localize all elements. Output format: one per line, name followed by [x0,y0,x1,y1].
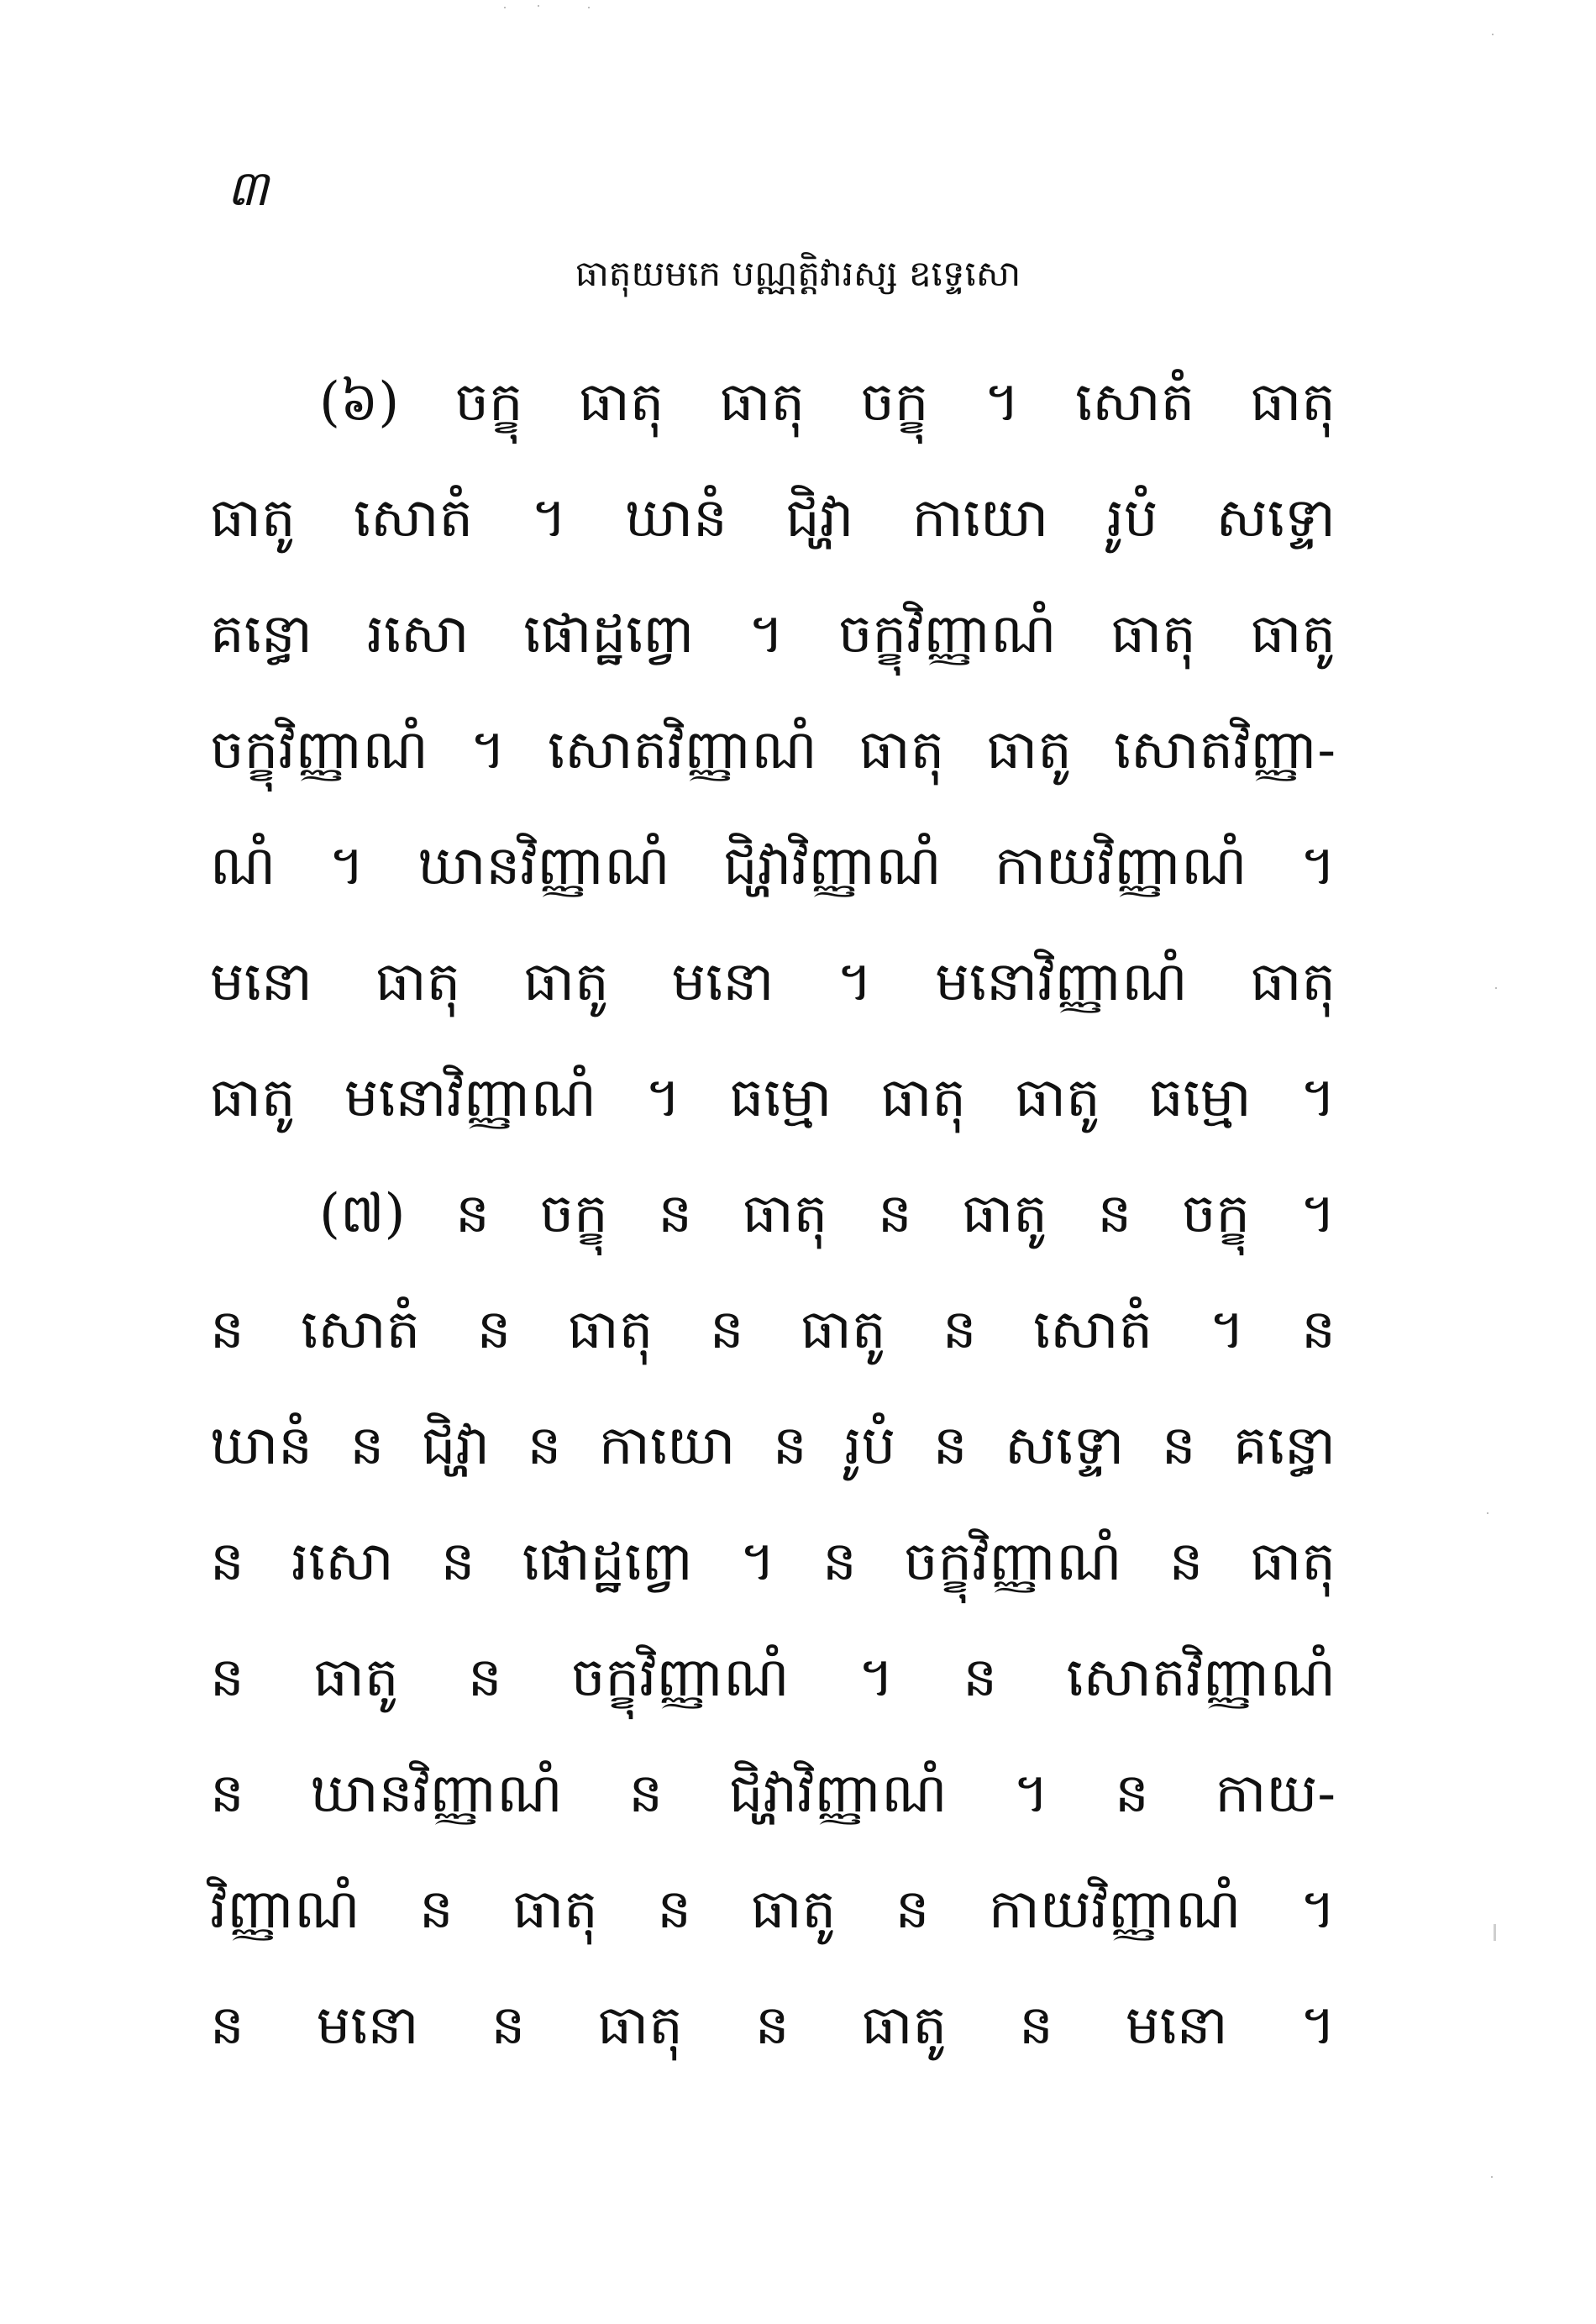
word: ធាតុ [375,951,461,1013]
word: ន [440,1531,475,1593]
word: ផោដ្ឋព្វោ [523,603,695,665]
word: សោតំ [301,1299,421,1361]
page-number: ៣ [227,160,269,217]
word: ន [877,1183,912,1245]
word: ន [349,1415,385,1477]
word: ចក្ខុវិញ្ញាណំ [570,1647,790,1709]
word: ធាតូ [210,1067,296,1129]
word: ធាតូ [312,1647,399,1709]
word: រូបំ [1106,487,1158,549]
word: កាយវិញ្ញាណំ [988,1879,1242,1941]
word: ន [963,1647,998,1709]
word: សទ្ទោ [1005,1415,1125,1477]
word: ន [491,1995,526,2057]
word: ។ [1209,1299,1245,1361]
word: ធាតូ [986,719,1072,781]
word: ធាតុ [597,1995,683,2057]
word: មនោវិញ្ញាណំ [935,951,1188,1013]
word: ធាតូ [1015,1067,1100,1129]
word: ន [419,1879,454,1941]
scan-speck [504,7,506,8]
word: ធាតុ [1110,603,1196,665]
word: ធាតូ [1250,603,1336,665]
word: ។ [1299,1067,1336,1129]
text-line [210,1504,1336,1620]
word: ធាតុ [858,719,945,781]
word: ន [773,1415,807,1477]
word: ន [210,1531,244,1593]
word: កាយវិញ្ញាណំ [995,835,1247,897]
word: ធាតូ [861,1995,948,2057]
word: សោតវិញ្ញា- [1113,719,1336,781]
word: ធាតុ [742,1183,828,1245]
scan-speck [538,5,539,7]
word: ។ [1299,835,1336,897]
text-line [210,1968,1336,2084]
word: ។ [531,487,567,549]
word: ន [822,1531,857,1593]
word: ធាតូ [210,487,296,549]
word: ន [658,1183,692,1245]
word: ន [1097,1183,1132,1245]
text-line [210,1852,1336,1968]
text-line [210,1156,1336,1272]
word: (៧) [319,1183,406,1245]
word: ន [210,1647,244,1709]
word: មនោ [316,1995,419,2057]
word: ។ [328,835,365,897]
word: (៦) [319,371,400,434]
scan-speck [1492,34,1494,35]
text-line [210,344,1336,460]
word: ចក្ខុវិញ្ញាណំ [210,719,428,781]
word: ឃានវិញ្ញាណំ [417,835,670,897]
word: ជិវ្ហាវិញ្ញាណំ [728,1763,948,1825]
word: ។ [470,719,506,781]
word: ធាតូ [800,1299,886,1361]
word: ណំ [210,835,276,897]
word: ន [709,1299,744,1361]
word: កាយោ [598,1415,736,1477]
word: ឃានំ [210,1415,312,1477]
word: ន [467,1647,502,1709]
word: ។ [837,951,873,1013]
scan-speck [1495,987,1497,989]
text-line [210,692,1336,808]
text-line [210,460,1336,576]
word: កាយោ [911,487,1049,549]
word: ន [455,1183,490,1245]
word: ន [1168,1531,1204,1593]
word: ។ [1299,1995,1336,2057]
word: មនោវិញ្ញាណំ [344,1067,596,1129]
word: សទ្ទោ [1215,487,1336,549]
scan-speck [588,7,590,8]
text-line [210,924,1336,1040]
word: កាយ- [1215,1763,1336,1825]
word: ។ [858,1647,895,1709]
word: រសោ [291,1531,394,1593]
text-line [210,808,1336,924]
word: ន [628,1763,664,1825]
word: ធាតូ [750,1879,837,1941]
word: ធាតុ [1250,371,1336,434]
word: ន [1301,1299,1336,1361]
word: សោតំ [1032,1299,1153,1361]
word: ចក្ខុ [860,371,929,434]
word: ន [1161,1415,1196,1477]
word: ធម្មោ [1148,1067,1252,1129]
word: ធាតុ [1250,951,1336,1013]
word: សោតវិញ្ញាណំ [547,719,817,781]
body-text [210,344,1336,2084]
word: ធាតូ [523,951,609,1013]
word: ធាតុ [578,371,664,434]
word: ធាតុ [1250,1531,1336,1593]
text-line [210,1736,1336,1852]
word: ជិវ្ហាវិញ្ញាណំ [722,835,942,897]
word: ឃានវិញ្ញាណំ [310,1763,563,1825]
word: ន [1019,1995,1053,2057]
word: ន [754,1995,790,2057]
word: ចក្ខុវិញ្ញាណំ [903,1531,1122,1593]
word: ធាតូ [962,1183,1047,1245]
word: ន [1115,1763,1149,1825]
word: ។ [984,371,1020,434]
text-line [210,1620,1336,1736]
word: ចក្ខុ [539,1183,608,1245]
word: ន [932,1415,968,1477]
word: ន [476,1299,512,1361]
word: ចក្ខុ [454,371,523,434]
word: ។ [748,603,785,665]
word: រូបំ [844,1415,896,1477]
text-line [210,576,1336,692]
scan-speck [1491,2176,1493,2178]
word: ធាតុ [567,1299,654,1361]
word: ចក្ខុវិញ្ញាណំ [837,603,1057,665]
scan-edge-mark [1494,1924,1496,1941]
word: មនោ [210,951,312,1013]
word: ន [895,1879,930,1941]
word: មនោ [1125,1995,1228,2057]
word: ។ [1299,1879,1336,1941]
word: មនោ [671,951,774,1013]
word: ឃានំ [624,487,727,549]
word: ធាតុ [719,371,806,434]
word: ។ [1013,1763,1049,1825]
word: គន្ធោ [1233,1415,1336,1477]
word: ន [527,1415,562,1477]
scan-speck [1487,1512,1488,1514]
word: ចក្ខុ [1181,1183,1251,1245]
word: ជិវ្ហា [421,1415,490,1477]
word: ។ [645,1067,681,1129]
word: ផោដ្ឋព្វោ [522,1531,693,1593]
word: ធាតុ [512,1879,598,1941]
word: ន [210,1995,244,2057]
word: សោតំ [1075,371,1195,434]
word: ធម្មោ [729,1067,832,1129]
word: ធាតុ [880,1067,966,1129]
word: សោតវិញ្ញាណំ [1066,1647,1336,1709]
word: សោតំ [353,487,474,549]
word: គន្ធោ [210,603,312,665]
word: រសោ [366,603,470,665]
word: ន [657,1879,691,1941]
word: ន [942,1299,977,1361]
text-line [210,1388,1336,1504]
word: ។ [739,1531,775,1593]
text-line [210,1272,1336,1388]
word: វិញ្ញាណំ [210,1879,360,1941]
running-head: ធាតុយមកេ បណ្ណត្តិវារស្ស ឧទ្ទេសោ [575,253,1021,294]
word: ជិវ្ហា [785,487,854,549]
word: ។ [1299,1183,1336,1245]
word: ន [210,1299,244,1361]
text-line [210,1040,1336,1156]
word: ន [210,1763,244,1825]
